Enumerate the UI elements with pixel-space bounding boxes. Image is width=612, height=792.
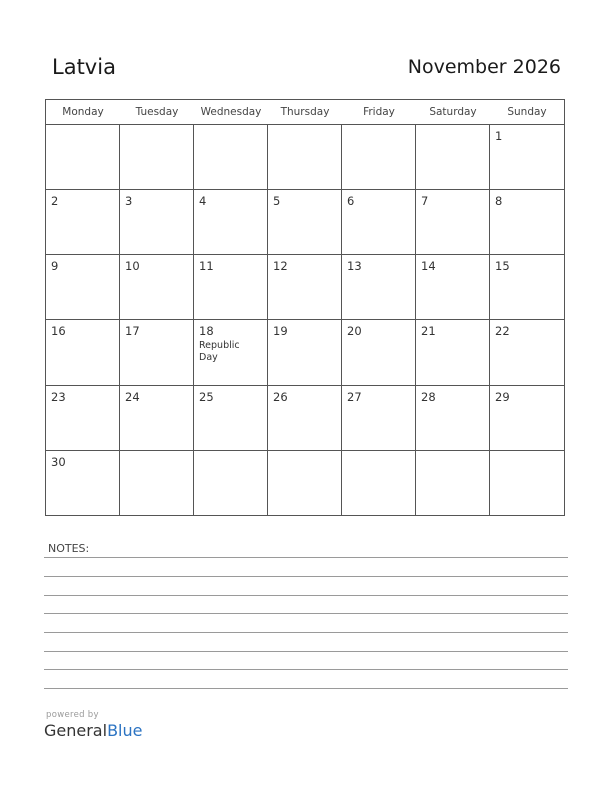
weekday-header: Saturday <box>429 106 477 118</box>
day-number: 26 <box>273 389 288 404</box>
weekday-header: Friday <box>363 106 395 118</box>
day-number: 30 <box>51 454 66 469</box>
day-cell <box>46 320 120 385</box>
day-cell <box>416 255 490 320</box>
day-number: 8 <box>495 194 503 209</box>
day-cell <box>342 320 416 385</box>
day-cell <box>342 255 416 320</box>
day-number: 3 <box>125 194 133 209</box>
day-cell <box>268 386 342 451</box>
day-cell <box>416 386 490 451</box>
day-cell <box>342 386 416 451</box>
day-number: 17 <box>125 324 140 339</box>
day-cell <box>490 386 564 451</box>
day-number: 11 <box>199 259 214 274</box>
day-number: 2 <box>51 194 59 209</box>
day-cell <box>120 386 194 451</box>
day-number: 10 <box>125 259 140 274</box>
notes-label: NOTES: <box>48 542 90 555</box>
day-number: 20 <box>347 324 362 339</box>
day-cell <box>194 451 268 516</box>
day-cell <box>268 190 342 255</box>
day-number: 18 <box>199 324 214 339</box>
weekday-header: Monday <box>62 106 104 118</box>
day-cell <box>194 125 268 190</box>
day-cell <box>490 125 564 190</box>
day-cell <box>342 451 416 516</box>
day-number: 7 <box>421 194 429 209</box>
day-cell <box>46 451 120 516</box>
day-number: 13 <box>347 259 362 274</box>
day-cell <box>120 125 194 190</box>
day-cell <box>194 255 268 320</box>
day-number: 5 <box>273 194 281 209</box>
note-line <box>44 595 568 596</box>
day-cell <box>120 190 194 255</box>
day-cell <box>416 451 490 516</box>
day-number: 23 <box>51 389 66 404</box>
brand-blue-text: Blue <box>107 721 143 740</box>
weekday-header: Tuesday <box>135 106 179 118</box>
note-line <box>44 651 568 652</box>
day-cell <box>46 125 120 190</box>
note-line <box>44 613 568 614</box>
day-cell <box>416 190 490 255</box>
day-cell <box>490 190 564 255</box>
month-year-title: November 2026 <box>407 56 561 78</box>
day-cell <box>120 451 194 516</box>
day-number: 19 <box>273 324 288 339</box>
day-cell <box>46 386 120 451</box>
calendar-weeks <box>46 125 564 516</box>
day-number: 29 <box>495 389 510 404</box>
brand-logo[interactable] <box>44 721 142 740</box>
day-cell <box>416 320 490 385</box>
note-line <box>44 557 568 558</box>
day-number: 1 <box>495 129 503 143</box>
day-cell <box>194 386 268 451</box>
day-cell <box>268 255 342 320</box>
day-cell <box>490 320 564 385</box>
weekday-header: Wednesday <box>200 106 262 118</box>
day-cell <box>120 255 194 320</box>
day-number: 21 <box>421 324 436 339</box>
day-number: 16 <box>51 324 66 339</box>
day-number: 12 <box>273 259 288 274</box>
day-number: 24 <box>125 389 140 404</box>
day-cell <box>416 125 490 190</box>
country-title: Latvia <box>52 55 116 79</box>
weekday-header: Thursday <box>280 106 330 118</box>
day-number: 15 <box>495 259 510 274</box>
day-cell <box>342 125 416 190</box>
calendar-grid <box>45 99 565 516</box>
day-number: 27 <box>347 389 362 404</box>
day-cell <box>490 451 564 516</box>
note-line <box>44 576 568 577</box>
day-cell <box>194 190 268 255</box>
day-cell <box>120 320 194 385</box>
weekday-header: Sunday <box>507 106 547 118</box>
day-number: 25 <box>199 389 214 404</box>
brand-general-text: General <box>44 721 108 740</box>
day-number: 9 <box>51 259 59 274</box>
powered-by-text: powered by <box>46 710 99 720</box>
day-cell <box>268 125 342 190</box>
day-cell <box>46 255 120 320</box>
day-number: 28 <box>421 389 436 404</box>
day-number: 6 <box>347 194 355 209</box>
day-number: 22 <box>495 324 510 339</box>
day-cell <box>342 190 416 255</box>
day-cell <box>490 255 564 320</box>
day-cell <box>268 451 342 516</box>
holiday-label: Republic Day <box>199 340 240 364</box>
day-cell <box>268 320 342 385</box>
note-line <box>44 688 568 689</box>
note-line <box>44 632 568 633</box>
day-cell <box>46 190 120 255</box>
weekday-header-row <box>46 100 564 125</box>
day-cell <box>194 320 268 385</box>
note-line <box>44 669 568 670</box>
day-number: 4 <box>199 194 207 209</box>
day-number: 14 <box>421 259 436 274</box>
